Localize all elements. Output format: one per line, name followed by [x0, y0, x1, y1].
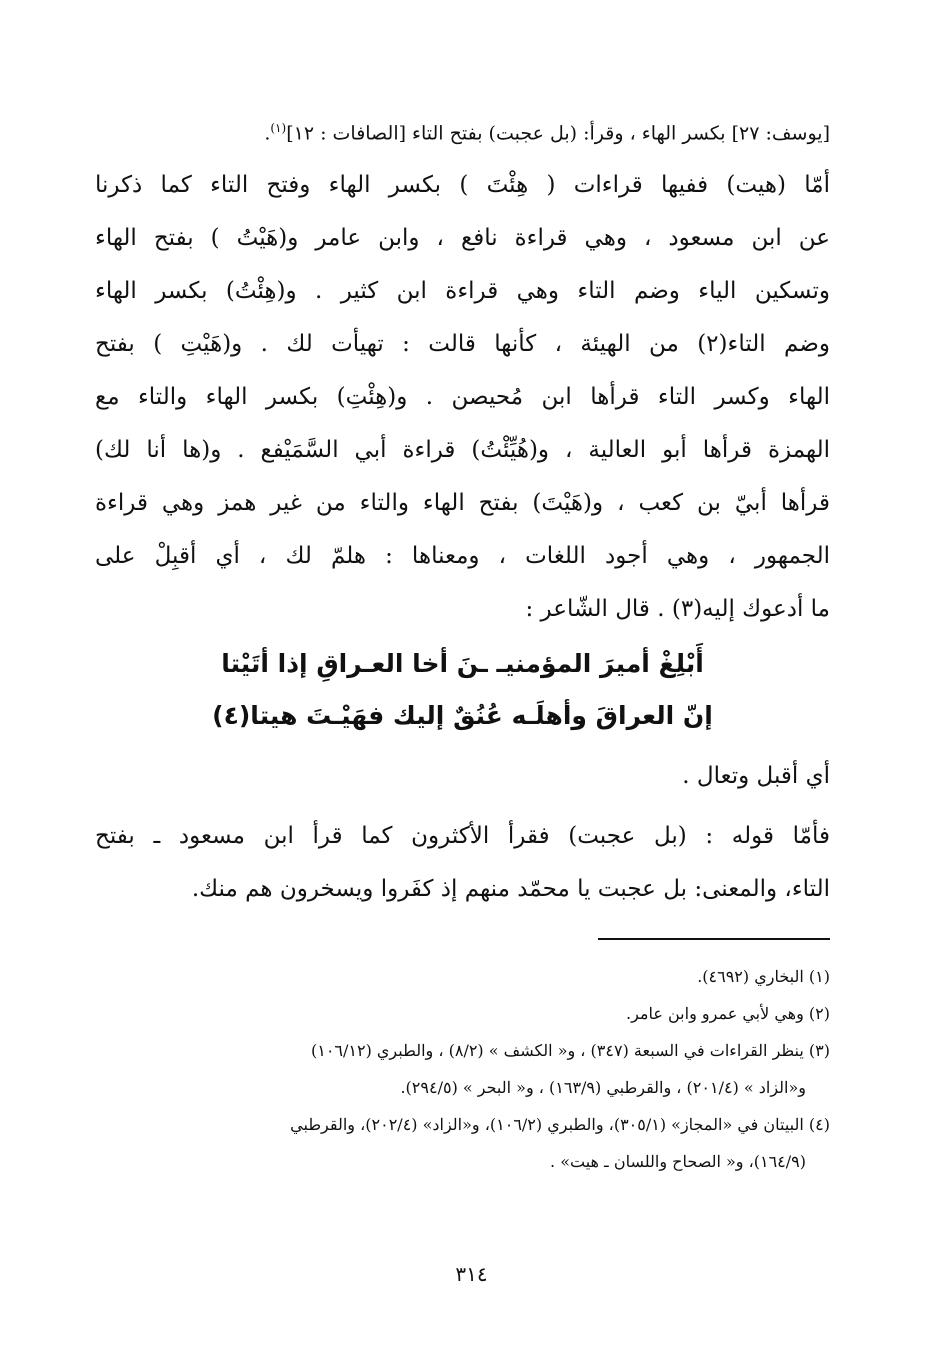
paragraph-line: أمّا (هيت) ففيها قراءات ( هِئْتَ ) بكسر الهاء وفتح التاء كما ذكرنا — [95, 172, 830, 199]
footnote-4-continued: (١٦٤/٩)، و« الصحاح واللسان ـ هيت» . — [550, 1152, 806, 1171]
paragraph-line: قرأها أبيّ بن كعب ، و(هَيْتَ) بفتح الهاء والتاء من غير همز وهي قراءة — [95, 490, 830, 517]
paragraph-line: التاء، والمعنى: بل عجبت يا محمّد منهم إذ كفَروا ويسخرون هم منك. — [191, 876, 830, 903]
footnote-3-continued: و«الزاد » (٢٠١/٤) ، والقرطبي (١٦٣/٩) ، و« البحر » (٢٩٤/٥). — [400, 1078, 806, 1097]
paragraph-line: الهمزة قرأها أبو العالية ، و(هُيِّئْتُ) قراءة أبي السَّمَيْفع . و(ها أنا لك) — [95, 437, 830, 464]
paragraph-line: وضم التاء(٢) من الهيئة ، كأنها قالت : تهيأت لك . و(هَيْتِ ) بفتح — [95, 331, 830, 358]
continuation-end: . — [264, 122, 271, 145]
paragraph-line: عن ابن مسعود ، وهي قراءة نافع ، وابن عامر و(هَيْتُ ) بفتح الهاء — [95, 225, 830, 252]
verse-row-1: أَبْلِغْ أميرَ المؤمنيـ ـنَ أخا العـراقِ إذا أتَيْتا — [221, 649, 704, 679]
continuation-text: [يوسف: ٢٧] بكسر الهاء ، وقرأ: (بل عجبت) بفتح التاء [الصافات : ١٢] — [286, 122, 830, 145]
footnote-2: (٢) وهي لأبي عمرو وابن عامر. — [626, 1004, 830, 1023]
verse-explanation: أي أقبل وتعال . — [682, 763, 830, 790]
paragraph-line: وتسكين الياء وضم التاء وهي قراءة ابن كثير . و(هِئْتُ) بكسر الهاء — [95, 278, 830, 305]
verse-row-2: إنّ العراقَ وأهلَـه عُنُقٌ إليك فهَيْـتَ هيتا(٤) — [212, 701, 713, 731]
continuation-line — [95, 108, 830, 153]
footnotes — [95, 958, 830, 1180]
footnote-1: (١) البخاري (٤٦٩٢). — [697, 967, 830, 986]
paragraph-line: ما أدعوك إليه(٣) . قال الشّاعر : — [525, 596, 830, 623]
book-page — [95, 108, 830, 1308]
footnote-3: (٣) ينظر القراءات في السبعة (٣٤٧) ، و« الكشف » (٨/٢) ، والطبري (١٠٦/١٢) — [310, 1041, 830, 1060]
paragraph-line: الجمهور ، وهي أجود اللغات ، ومعناها : هلمّ لك ، أي أقبِلْ على — [95, 543, 830, 570]
poem-verse — [95, 638, 830, 742]
footnote-separator — [598, 938, 830, 940]
paragraph-meaning — [95, 810, 830, 916]
paragraph-line: فأمّا قوله : (بل عجبت) فقرأ الأكثرون كما قرأ ابن مسعود ـ بفتح — [95, 823, 830, 850]
footnote-ref-1: (١) — [270, 121, 287, 135]
paragraph-readings — [95, 159, 830, 636]
paragraph-line: الهاء وكسر التاء قرأها ابن مُحيصن . و(هِئْتِ) بكسر الهاء والتاء مع — [95, 384, 830, 411]
footnote-4: (٤) البيتان في «المجاز» (٣٠٥/١)، والطبري (١٠٦/٢)، و«الزاد» (٢٠٢/٤)، والقرطبي — [290, 1115, 830, 1134]
page-number: ٣١٤ — [455, 1262, 488, 1286]
